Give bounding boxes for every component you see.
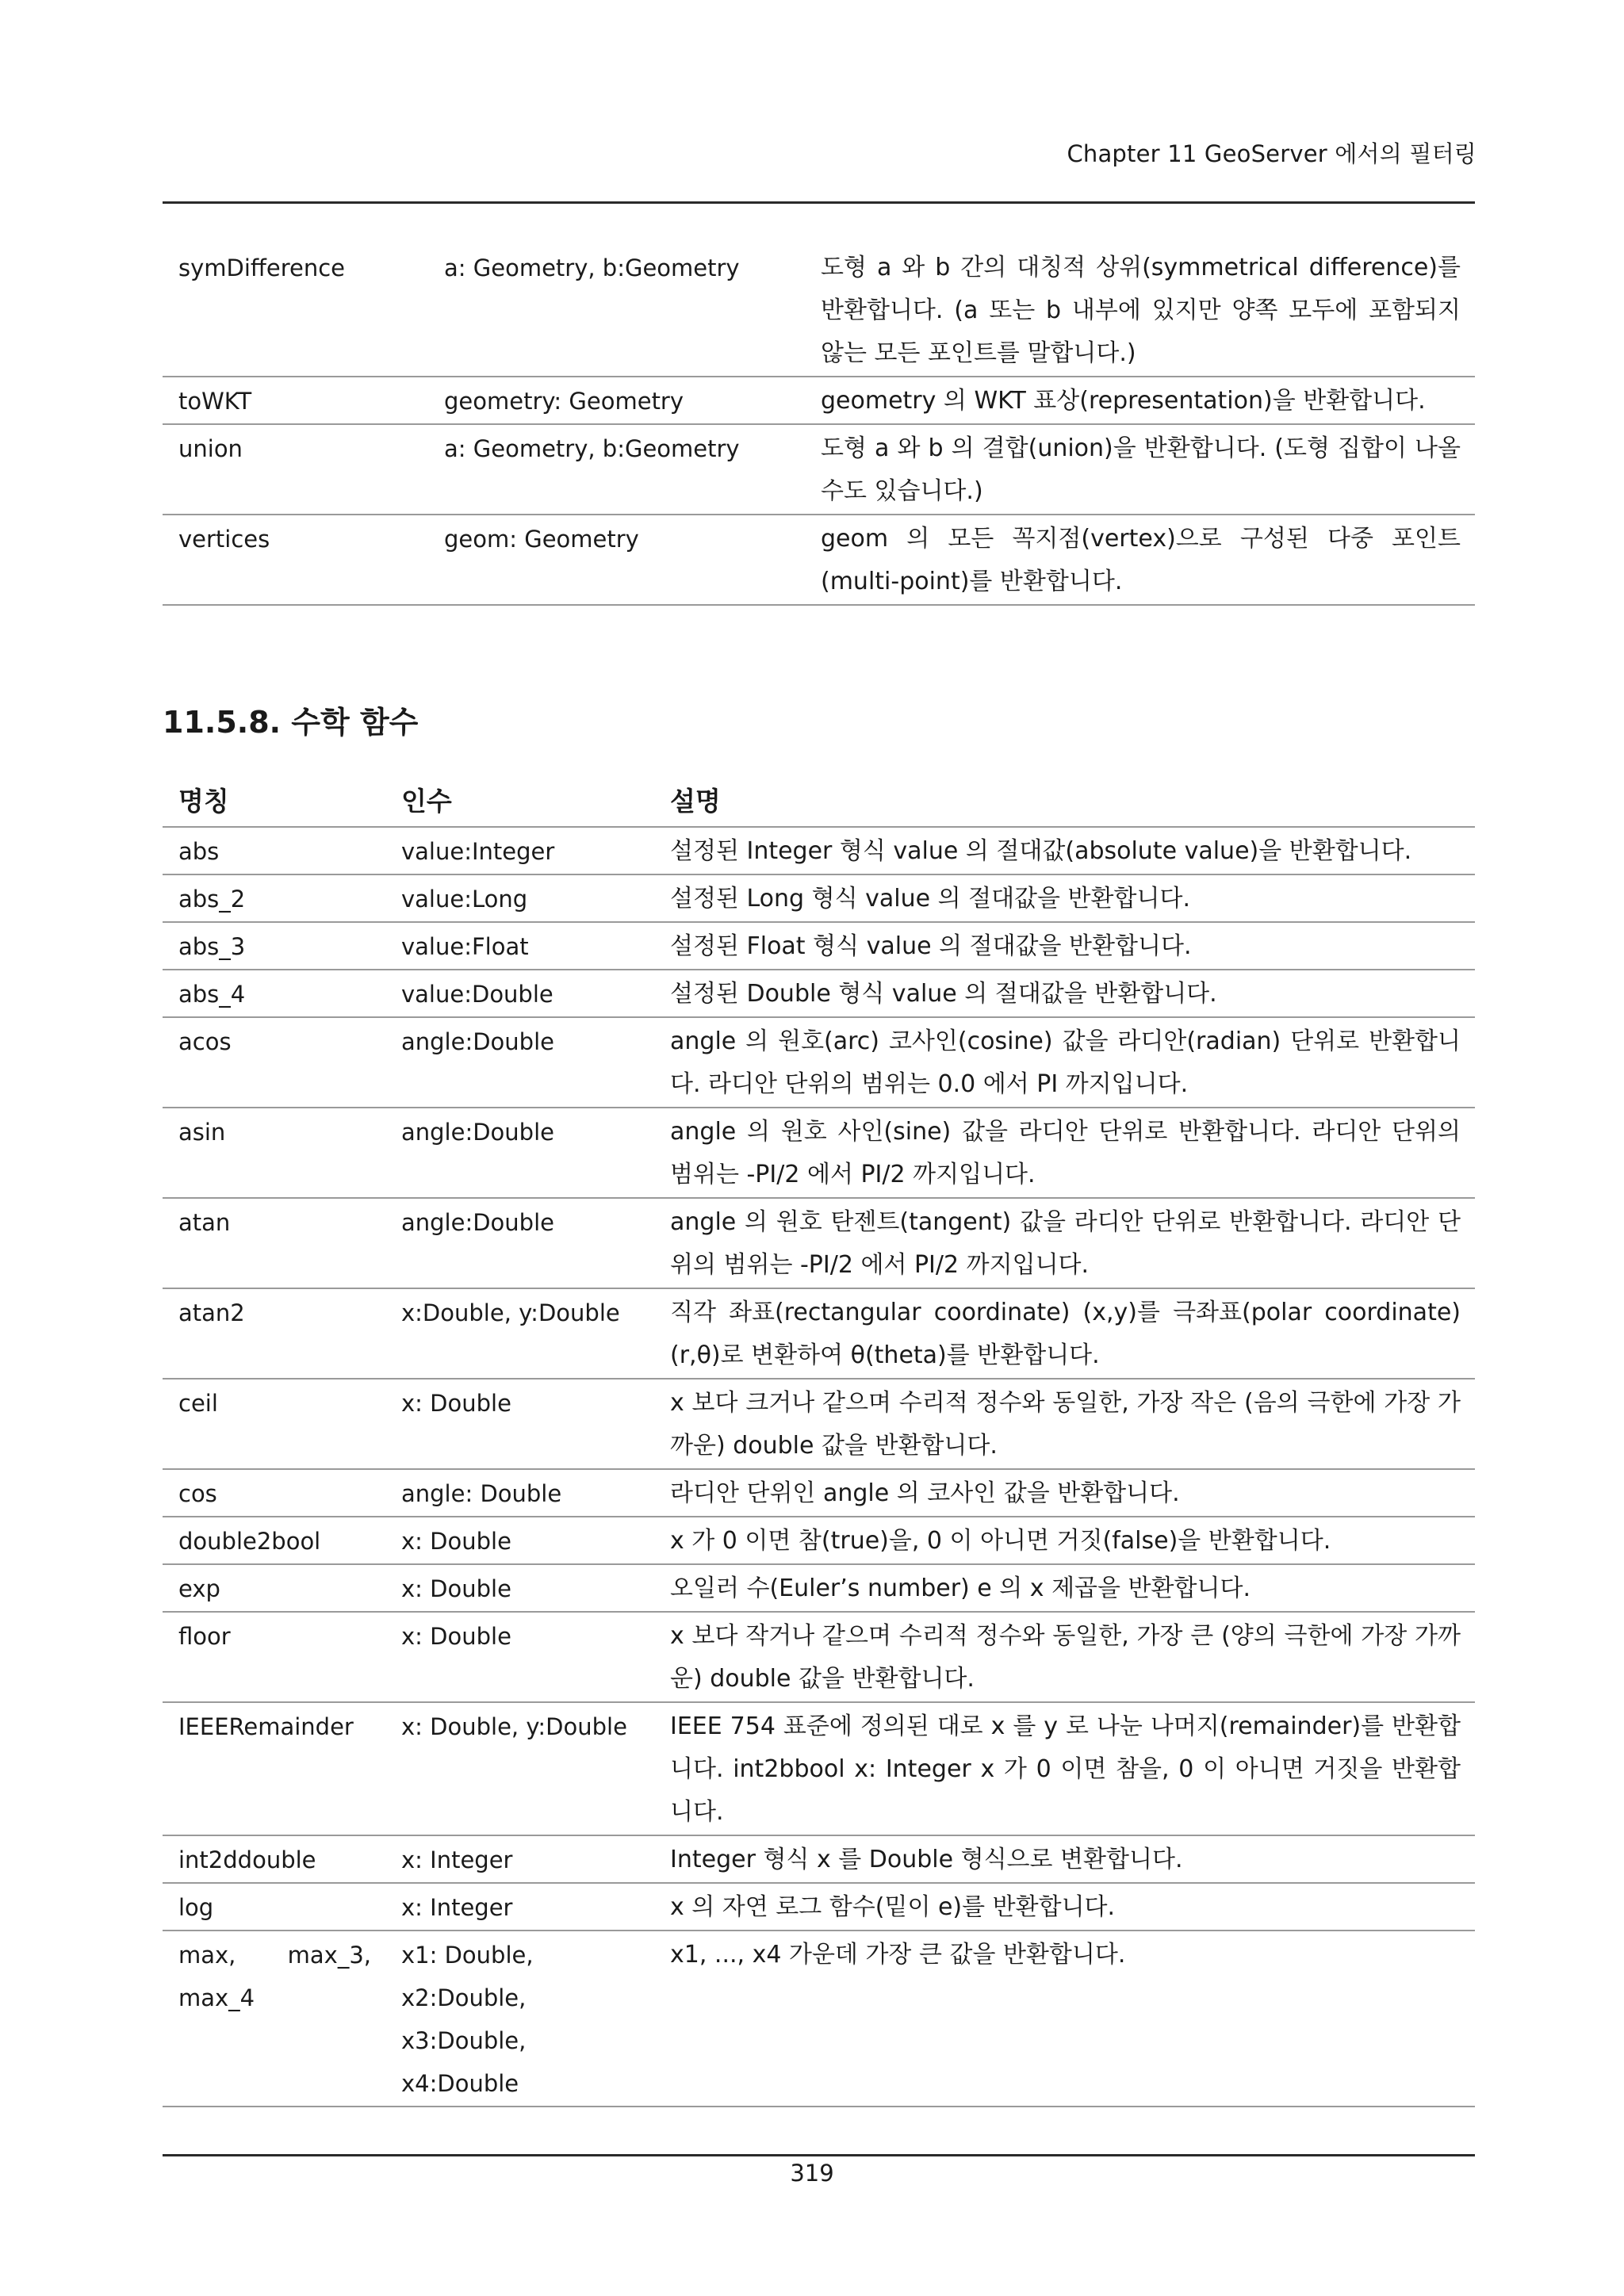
function-args: angle:Double xyxy=(401,1028,554,1055)
function-args: value:Long xyxy=(401,886,528,913)
table-row xyxy=(163,1702,1475,1835)
function-name: floor xyxy=(178,1623,231,1650)
function-name: ceil xyxy=(178,1390,218,1417)
function-args: value:Float xyxy=(401,933,529,960)
function-description: x 보다 작거나 같으며 수리적 정수와 동일한, 가장 큰 (양의 극한에 가장 가까운) double 값을 반환합니다. xyxy=(670,1622,1461,1693)
function-description: 설정된 Long 형식 value 의 절대값을 반환합니다. xyxy=(670,885,1190,913)
page-header: Chapter 11 GeoServer 에서의 필터링 xyxy=(1067,140,1477,167)
function-description: IEEE 754 표준에 정의된 대로 x 를 y 로 나눈 나머지(remainder)를 반환합니다. int2bbool x: Integer x 가 0 이면 참을, 0 이 아니면 거짓을 반환합니다. xyxy=(670,1712,1461,1826)
function-description: geometry 의 WKT 표상(representation)을 반환합니다. xyxy=(821,387,1426,415)
function-name: atan2 xyxy=(178,1299,245,1326)
function-description: x1, ..., x4 가운데 가장 큰 값을 반환합니다. xyxy=(670,1941,1126,1969)
table-row xyxy=(163,515,1475,605)
function-args: angle:Double xyxy=(401,1119,554,1146)
function-args: value:Double xyxy=(401,981,553,1008)
function-name: log xyxy=(178,1894,214,1921)
table-row xyxy=(163,377,1475,424)
function-description: x 보다 크거나 같으며 수리적 정수와 동일한, 가장 작은 (음의 극한에 가장 가까운) double 값을 반환합니다. xyxy=(670,1389,1461,1460)
function-name: int2ddouble xyxy=(178,1846,316,1873)
function-args: x: Integer xyxy=(401,1894,513,1921)
function-name: union xyxy=(178,435,243,462)
table-row xyxy=(163,244,1475,377)
table-row xyxy=(163,1288,1475,1379)
function-name: asin xyxy=(178,1119,226,1146)
geometry-functions-table-continued xyxy=(163,244,1475,606)
table-row xyxy=(163,1883,1475,1931)
function-name: toWKT xyxy=(178,388,252,415)
function-description: angle 의 원호(arc) 코사인(cosine) 값을 라디안(radian) 단위로 반환합니다. 라디안 단위의 범위는 0.0 에서 PI 까지입니다. xyxy=(670,1027,1461,1098)
function-description: 설정된 Float 형식 value 의 절대값을 반환합니다. xyxy=(670,932,1192,960)
function-name: cos xyxy=(178,1480,217,1507)
function-args: x:Double, y:Double xyxy=(401,1299,620,1326)
function-description: 직각 좌표(rectangular coordinate) (x,y)를 극좌표(polar coordinate) (r,θ)로 변환하여 θ(theta)를 반환합니다. xyxy=(670,1299,1461,1369)
function-args: x: Double xyxy=(401,1528,511,1555)
function-args: geom: Geometry xyxy=(444,526,639,553)
function-description: 도형 a 와 b 의 결합(union)을 반환합니다. (도형 집합이 나올 수도 있습니다.) xyxy=(821,434,1461,505)
table-row xyxy=(163,970,1475,1017)
function-name: vertices xyxy=(178,526,270,553)
function-name: IEEERemainder xyxy=(178,1713,354,1740)
table-row xyxy=(163,874,1475,922)
table-row xyxy=(163,1517,1475,1564)
column-header-args: 인수 xyxy=(401,786,452,817)
function-args: a: Geometry, b:Geometry xyxy=(444,435,740,462)
table-row xyxy=(163,424,1475,515)
function-description: 설정된 Double 형식 value 의 절대값을 반환합니다. xyxy=(670,980,1217,1008)
function-args: value:Integer xyxy=(401,838,555,865)
section-title: 11.5.8. 수학 함수 xyxy=(163,705,419,740)
function-args: x: Double xyxy=(401,1575,511,1602)
function-args: x: Integer xyxy=(401,1846,513,1873)
footer-rule xyxy=(163,2154,1475,2156)
function-description: angle 의 원호 탄젠트(tangent) 값을 라디안 단위로 반환합니다. 라디안 단위의 범위는 -PI/2 에서 PI/2 까지입니다. xyxy=(670,1208,1461,1279)
math-functions-table xyxy=(163,774,1475,2107)
table-row xyxy=(163,1564,1475,1612)
function-name: acos xyxy=(178,1028,232,1055)
function-name: exp xyxy=(178,1575,220,1602)
table-row xyxy=(163,1017,1475,1108)
function-description: Integer 형식 x 를 Double 형식으로 변환합니다. xyxy=(670,1846,1183,1873)
function-name: symDifference xyxy=(178,254,346,281)
function-name: abs xyxy=(178,838,220,865)
function-description: x 의 자연 로그 함수(밑이 e)를 반환합니다. xyxy=(670,1893,1116,1921)
column-header-name: 명칭 xyxy=(178,786,229,817)
function-args: angle: Double xyxy=(401,1480,562,1507)
table-row xyxy=(163,922,1475,970)
table-row xyxy=(163,1198,1475,1288)
function-name: abs_4 xyxy=(178,981,246,1008)
table-row xyxy=(163,1931,1475,2107)
column-header-description: 설명 xyxy=(670,786,721,817)
function-name: abs_3 xyxy=(178,933,246,960)
function-description: geom 의 모든 꼭지점(vertex)으로 구성된 다중 포인트(multi-point)를 반환합니다. xyxy=(821,525,1461,595)
function-description: 도형 a 와 b 간의 대칭적 상위(symmetrical difference)를 반환합니다. (a 또는 b 내부에 있지만 양쪽 모두에 포함되지 않는 모든 포인트를 말합니다.) xyxy=(821,254,1461,367)
table-row xyxy=(163,1108,1475,1198)
function-name: abs_2 xyxy=(178,886,246,913)
function-args: x: Double xyxy=(401,1390,511,1417)
function-description: angle 의 원호 사인(sine) 값을 라디안 단위로 반환합니다. 라디안 단위의 범위는 -PI/2 에서 PI/2 까지입니다. xyxy=(670,1118,1461,1188)
function-args: x: Double xyxy=(401,1623,511,1650)
function-args: x: Double, y:Double xyxy=(401,1713,627,1740)
function-args: a: Geometry, b:Geometry xyxy=(444,254,740,281)
function-name: atan xyxy=(178,1209,231,1236)
table-row xyxy=(163,827,1475,874)
table-row xyxy=(163,1379,1475,1469)
function-args: geometry: Geometry xyxy=(444,388,684,415)
table-header-row xyxy=(163,774,1475,827)
function-name: max, max_3, max_4 xyxy=(178,1942,371,2011)
function-description: x 가 0 이면 참(true)을, 0 이 아니면 거짓(false)을 반환합니다. xyxy=(670,1527,1331,1555)
table-row xyxy=(163,1612,1475,1702)
function-args: x1: Double, x2:Double, x3:Double, x4:Double xyxy=(401,1942,534,2097)
header-rule xyxy=(163,201,1475,204)
table-row xyxy=(163,1835,1475,1883)
function-description: 설정된 Integer 형식 value 의 절대값(absolute value)을 반환합니다. xyxy=(670,837,1412,865)
function-name: double2bool xyxy=(178,1528,321,1555)
function-description: 라디안 단위인 angle 의 코사인 값을 반환합니다. xyxy=(670,1479,1180,1507)
table-row xyxy=(163,1469,1475,1517)
page-number: 319 xyxy=(790,2160,834,2187)
function-description: 오일러 수(Euler’s number) e 의 x 제곱을 반환합니다. xyxy=(670,1575,1251,1602)
function-args: angle:Double xyxy=(401,1209,554,1236)
